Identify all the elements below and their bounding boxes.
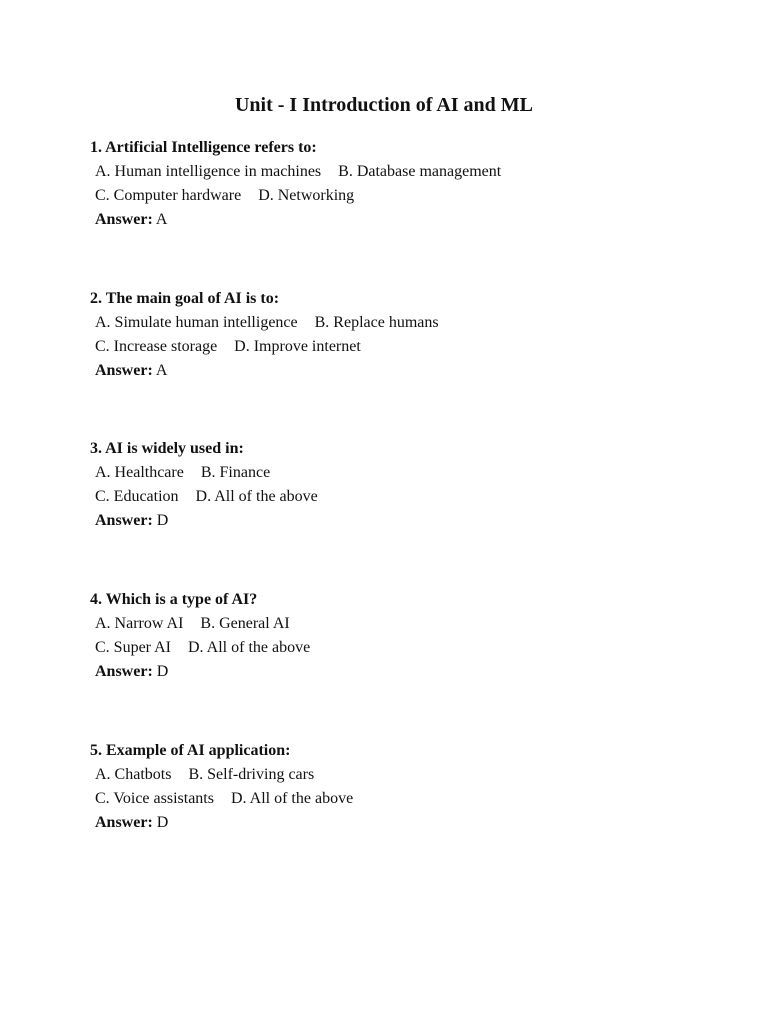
question-text: 1. Artificial Intelligence refers to:	[90, 139, 317, 156]
answer-value: D	[156, 663, 169, 680]
answer-value: D	[156, 512, 169, 529]
options-row	[90, 461, 730, 485]
answer-value: D	[156, 814, 169, 831]
options-row	[90, 485, 730, 509]
options-row	[90, 636, 730, 660]
option-b: B. Replace humans	[314, 314, 439, 331]
option-c: C. Super AI	[95, 639, 171, 656]
page-title: Unit - I Introduction of AI and ML	[234, 94, 534, 116]
question-text: 4. Which is a type of AI?	[90, 591, 258, 608]
option-c: C. Computer hardware	[95, 187, 242, 204]
option-d: D. All of the above	[195, 488, 318, 505]
option-b: B. Finance	[200, 464, 271, 481]
answer-row	[90, 660, 730, 684]
options-row	[90, 787, 730, 811]
answer-label: Answer:	[95, 814, 153, 831]
answer-row	[90, 359, 730, 383]
question-text: 5. Example of AI application:	[90, 742, 291, 759]
option-d: D. All of the above	[188, 639, 311, 656]
options-row	[90, 311, 730, 335]
option-a: A. Narrow AI	[95, 615, 184, 632]
option-c: C. Education	[95, 488, 179, 505]
option-d: D. Improve internet	[234, 338, 361, 355]
options-row	[90, 612, 730, 636]
option-b: B. Database management	[338, 163, 502, 180]
options-row	[90, 763, 730, 787]
question-text: 2. The main goal of AI is to:	[90, 290, 280, 307]
question-block	[90, 287, 730, 383]
option-a: A. Human intelligence in machines	[95, 163, 322, 180]
answer-value: A	[155, 211, 168, 228]
options-row	[90, 184, 730, 208]
option-a: A. Chatbots	[95, 766, 172, 783]
option-c: C. Voice assistants	[95, 790, 214, 807]
question-text: 3. AI is widely used in:	[90, 440, 244, 457]
option-b: B. Self-driving cars	[188, 766, 315, 783]
answer-label: Answer:	[95, 211, 153, 228]
answer-label: Answer:	[95, 362, 153, 379]
answer-row	[90, 509, 730, 533]
answer-label: Answer:	[95, 512, 153, 529]
question-block	[90, 136, 730, 232]
option-a: A. Simulate human intelligence	[95, 314, 298, 331]
answer-row	[90, 811, 730, 835]
question-block	[90, 739, 730, 835]
answer-value: A	[155, 362, 168, 379]
answer-row	[90, 208, 730, 232]
answer-label: Answer:	[95, 663, 153, 680]
option-c: C. Increase storage	[95, 338, 218, 355]
option-b: B. General AI	[200, 615, 290, 632]
option-a: A. Healthcare	[95, 464, 184, 481]
option-d: D. Networking	[258, 187, 355, 204]
option-d: D. All of the above	[230, 790, 354, 807]
question-block	[90, 437, 730, 533]
options-row	[90, 335, 730, 359]
options-row	[90, 160, 730, 184]
question-block	[90, 588, 730, 684]
